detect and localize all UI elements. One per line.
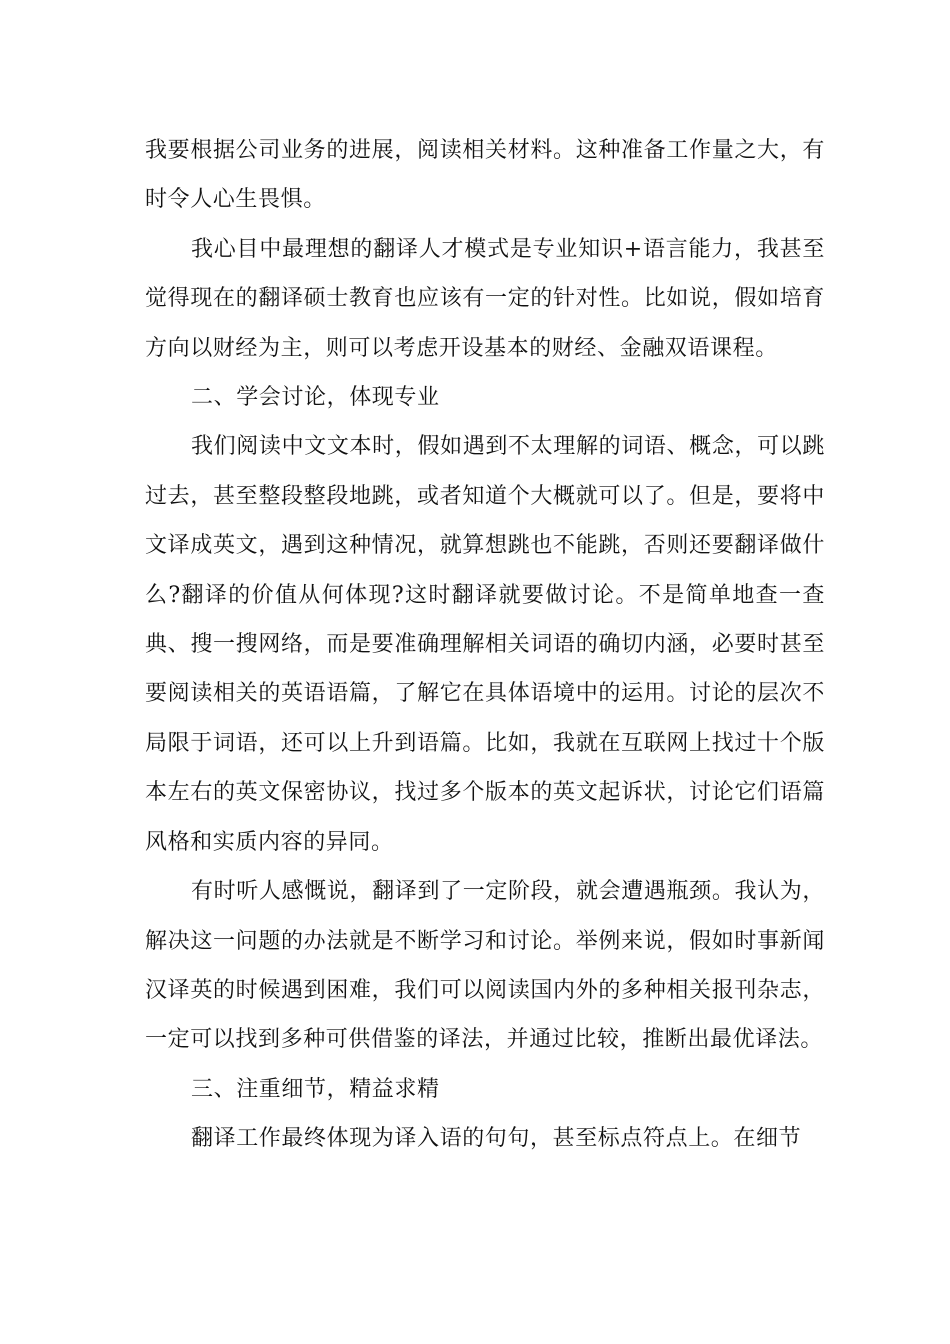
paragraph-details: 翻译工作最终体现为译入语的句句，甚至标点符点上。在细节 [191, 1126, 802, 1152]
document-body [145, 126, 825, 1164]
paragraph-bottleneck: 有时听人感慨说，翻译到了一定阶段，就会遭遇瓶颈。我认为，解决这一问题的办法就是不断学习和讨论。举例来说，假如时事新闻汉译英的时候遇到困难，我们可以阅读国内外的多种相关报刊杂志，一定可以找到多种可供借鉴的译法，并通过比较，推断出最优译法。 [145, 879, 825, 1053]
paragraph-translation-talent-model: 我心目中最理想的翻译人才模式是专业知识+语言能力，我甚至觉得现在的翻译硕士教育也应该有一定的针对性。比如说，假如培育方向以财经为主，则可以考虑开设基本的财经、金融双语课程。 [145, 236, 825, 361]
section-heading-two: 二、学会讨论，体现专业 [191, 385, 440, 411]
section-heading-three: 三、注重细节，精益求精 [191, 1076, 440, 1102]
paragraph-research-discussion: 我们阅读中文文本时，假如遇到不太理解的词语、概念，可以跳过去，甚至整段整段地跳，或者知道个大概就可以了。但是，要将中文译成英文，遇到这种情况，就算想跳也不能跳，否则还要翻译做什么?翻译的价值从何体现?这时翻译就要做讨论。不是简单地查一查典、搜一搜网络，而是要准确理解相关词语的确切内涵，必要时甚至要阅读相关的英语语篇，了解它在具体语境中的运用。讨论的层次不局限于词语，还可以上升到语篇。比如，我就在互联网上找过十个版本左右的英文保密协议，找过多个版本的英文起诉状，讨论它们语篇风格和实质内容的异同。 [145, 434, 825, 855]
paragraph-continuation: 我要根据公司业务的进展，阅读相关材料。这种准备工作量之大，有时令人心生畏惧。 [145, 138, 825, 213]
